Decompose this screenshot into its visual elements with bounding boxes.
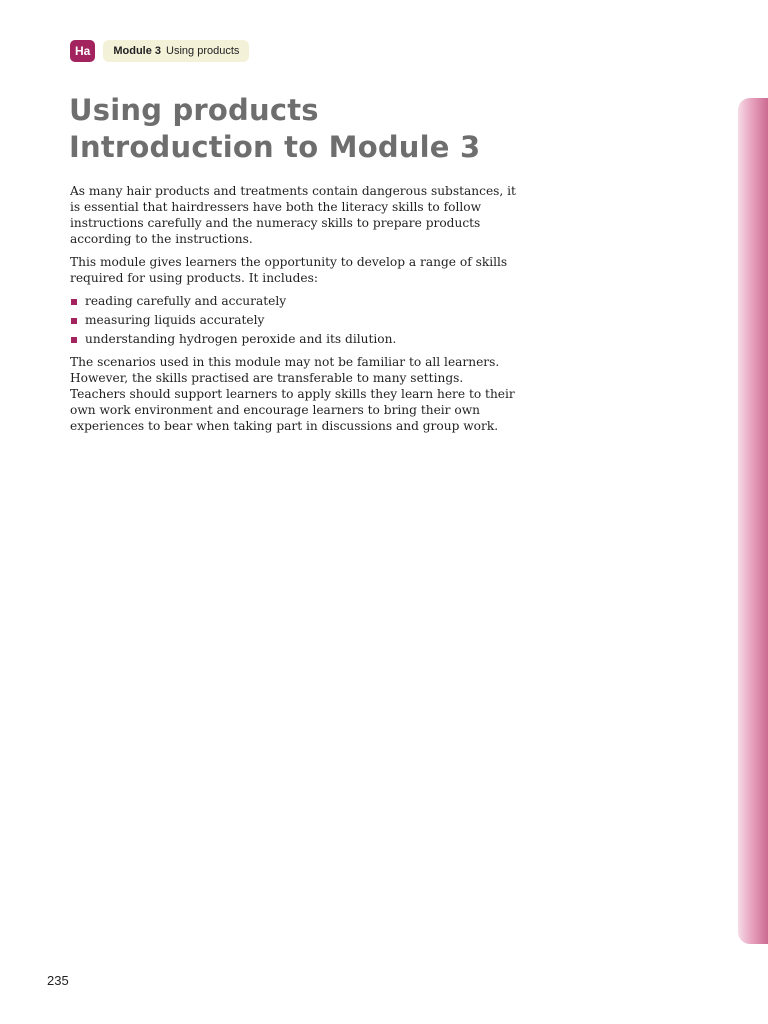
body-content xyxy=(70,183,520,441)
square-bullet-icon xyxy=(71,318,77,324)
list-item xyxy=(70,331,520,347)
page-header xyxy=(70,40,249,62)
module-title: Using products xyxy=(166,45,240,57)
module-number: Module 3 xyxy=(113,45,162,57)
square-bullet-icon xyxy=(71,299,77,305)
list-item-text: understanding hydrogen peroxide and its dilution. xyxy=(85,332,397,346)
list-item-text: reading carefully and accurately xyxy=(85,294,287,308)
skills-paragraph: This module gives learners the opportunity to develop a range of skills required for using products. It includes: xyxy=(70,255,508,285)
module-tab xyxy=(103,40,249,62)
page-number: 235 xyxy=(47,973,69,988)
side-edge-tab xyxy=(738,98,768,944)
list-item xyxy=(70,312,520,328)
title-line-1: Using products xyxy=(69,93,319,127)
skills-list xyxy=(70,293,520,347)
title-line-2: Introduction to Module 3 xyxy=(69,130,481,164)
square-bullet-icon xyxy=(71,337,77,343)
section-badge: Ha xyxy=(70,40,95,62)
intro-paragraph: As many hair products and treatments contain dangerous substances, it is essential that hairdressers have both the literacy skills to follow instructions carefully and the numeracy skills to prepare products according to the instructions. xyxy=(70,184,516,246)
scenarios-paragraph: The scenarios used in this module may not be familiar to all learners. However, the skills practised are transferable to many settings. Teachers should support learners to apply skills they learn here to their own work environment and encourage learners to bring their own experiences to bear when taking part in discussions and group work. xyxy=(70,355,515,433)
list-item-text: measuring liquids accurately xyxy=(85,313,265,327)
page-title xyxy=(69,92,480,166)
list-item xyxy=(70,293,520,309)
